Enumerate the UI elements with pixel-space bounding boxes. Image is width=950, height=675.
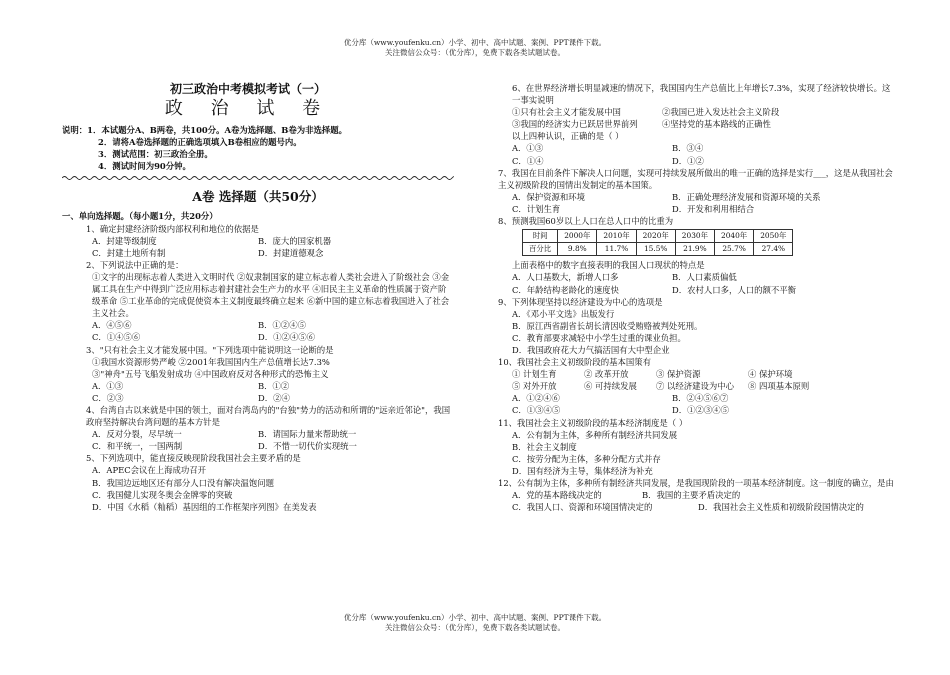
q11-option-c[interactable]: C．按劳分配为主体，多种分配方式并存 [512,453,661,464]
question-8: 8、预测我国60岁以上人口在总人口中的比重为 [498,216,674,227]
q10-policy: ① 计划生育 [512,369,557,380]
q6-statements-1 [498,106,898,118]
footer-line-1: 优分库（www.youfenku.cn）小学、初中、高中试题、案例、PPT课件下载。 [343,613,607,622]
q6-option-b[interactable]: B．③④ [672,143,704,154]
q2-option-a[interactable]: A．④⑤⑥ [92,320,132,331]
q7-option-a[interactable]: A．保护资源和环境 [512,191,586,202]
header-line-1: 优分库（www.youfenku.cn）小学、初中、高中试题、案例、PPT课件下载。 [343,38,607,47]
population-table [522,229,793,256]
q6-options-row-2 [498,155,898,167]
q5-option-d[interactable]: D．中国《水稻（籼稻）基因组的工作框架序列图》在美发表 [92,501,317,512]
note-4: 4．测试时间为90分钟。 [98,161,191,172]
q1-option-b[interactable]: B．庞大的国家机器 [258,235,332,246]
table-cell: 百分比 [523,243,558,256]
q10-option-b[interactable]: B．②④⑤⑥⑦ [672,393,729,404]
footer-line-2: 关注微信公众号：（优分库），免费下载各类试题试卷。 [385,623,565,632]
q6-statement-1: ①只有社会主义才能发展中国 [512,107,621,118]
table-cell: 2050年 [754,230,793,243]
note-2: 2．请将A卷选择题的正确选项填入B卷相应的题号内。 [98,137,302,148]
q3-option-d[interactable]: D．②④ [258,392,290,403]
q1-option-a[interactable]: A．封建等级制度 [92,235,157,246]
table-cell: 2000年 [558,230,597,243]
question-5: 5、下列选项中，能直接反映现阶段我国社会主要矛盾的是 [86,453,301,464]
q9-option-a[interactable]: A．《邓小平文选》出版发行 [512,308,615,319]
q5-option-a[interactable]: A．APEC会议在上海成功召开 [92,465,207,476]
q12-option-a[interactable]: A．党的基本路线决定的 [512,490,602,501]
q10-policy: ② 改革开放 [584,369,629,380]
q5-option-c[interactable]: C．我国健儿实现冬奥会金牌零的突破 [92,489,233,500]
q8-option-c[interactable]: C．年龄结构老龄化的速度快 [512,284,619,295]
q6-option-c[interactable]: C．①④ [512,155,544,166]
q5-option-b[interactable]: B．我国边远地区还有部分人口没有解决温饱问题 [92,477,275,488]
q3-option-c[interactable]: C．②③ [92,392,124,403]
question-11: 11、我国社会主义初级阶段的基本经济制度是（ ） [498,417,688,428]
table-row [523,230,793,243]
exam-subtitle: 政 治 试 卷 [164,98,332,119]
question-9: 9、下列体现坚持以经济建设为中心的选项是 [498,296,663,307]
q3-option-a[interactable]: A．①③ [92,380,124,391]
q12-options-row-2 [498,501,898,513]
table-cell: 25.7% [715,243,754,256]
q7-options-row-1 [498,191,898,203]
q9-option-c[interactable]: C．教育部要求减轻中小学生过重的课业负担。 [512,332,686,343]
question-7: 7、我国在目前条件下解决人口问题，实现可持续发展所做出的唯一正确的选择是实行___，这是从我国社会主义初级阶段的国情出发制定的基本国策。 [498,167,893,190]
q6-statements-2 [498,118,898,130]
q6-statement-3: ③我国的经济实力已跃居世界前列 [512,119,638,130]
q3-statements-1: ①我国水资源形势严峻 ②2001年我国国内生产总值增长达7.3% [92,356,330,367]
q9-option-d[interactable]: D．我国政府花大力气搞活国有大中型企业 [512,344,670,355]
header-line-2: 关注微信公众号：（优分库），免费下载各类试题试卷。 [385,48,565,57]
question-10: 10、我国社会主义初级阶段的基本国策有 [498,357,652,368]
instructions [62,124,454,172]
q10-policy: ③ 保护资源 [656,369,701,380]
right-column [498,82,898,513]
q3-options-row-2 [62,392,454,404]
q2-options-row-2 [62,331,454,343]
table-cell: 时间 [523,230,558,243]
q12-option-d[interactable]: D．我国社会主义性质和初级阶段国情决定的 [698,502,864,513]
table-cell: 2010年 [597,230,636,243]
q6-option-a[interactable]: A．①③ [512,143,544,154]
page-footer [0,613,950,633]
q1-option-c[interactable]: C．封建土地所有制 [92,247,166,258]
table-cell: 9.8% [558,243,597,256]
q8-options-row-2 [498,284,898,296]
question-6: 6、在世界经济增长明显减速的情况下，我国国内生产总值比上年增长7.3%，实现了经济较快增长。这一事实说明 [512,83,891,106]
section-a-heading: A卷 选择题（共50分） [192,189,324,205]
table-cell: 27.4% [754,243,793,256]
q7-options-row-2 [498,203,898,215]
q3-option-b[interactable]: B．①② [258,380,290,391]
question-2: 2、下列说法中正确的是： [86,259,184,270]
q12-option-b[interactable]: B．我国的主要矛盾决定的 [642,490,741,501]
q4-options-row-1 [62,428,454,440]
table-cell: 11.7% [597,243,636,256]
q11-option-b[interactable]: B．社会主义制度 [512,441,577,452]
q10-option-c[interactable]: C．①③④⑤ [512,405,561,416]
q6-options-row-1 [498,142,898,154]
q6-option-d[interactable]: D．①② [672,155,704,166]
note-1: 说明：1．本试题分A、B两卷，共100分。A卷为选择题、B卷为非选择题。 [62,125,347,135]
q7-option-c[interactable]: C．计划生育 [512,203,561,214]
q2-statements: ①文字的出现标志着人类进入文明时代 ②奴隶制国家的建立标志着人类社会进入了阶级社会 ③金属工具在生产中得到广泛应用标志着封建社会生产力的水平 ④旧民主主义革命的性质属于资产阶级革命 ⑤工业革命的完成促使资本主义制度最终确立起来 ⑥新中国的建立标志着我国进入了社会主义社会。 [92,271,450,319]
q2-option-c[interactable]: C．①④⑤⑥ [92,332,141,343]
question-12: 12、公有制为主体，多种所有制经济共同发展，是我国现阶段的一项基本经济制度。这一制度的确立，是由 [498,478,894,488]
table-cell: 2040年 [715,230,754,243]
table-cell: 15.5% [636,243,675,256]
q12-options-row-1 [498,489,898,501]
q4-option-a[interactable]: A．反对分裂，尽早统一 [92,429,182,440]
left-column [62,82,454,513]
q6-statement-2: ②我国已进入发达社会主义阶段 [662,107,780,118]
q8-option-d[interactable]: D．农村人口多，人口的额不平衡 [672,284,796,295]
q10-options-row-1 [498,392,898,404]
table-cell: 2030年 [675,230,714,243]
q4-option-d[interactable]: D．不惜一切代价实现统一 [258,441,357,452]
page-header [0,38,950,58]
q4-options-row-2 [62,440,454,452]
wavy-divider [62,175,454,181]
q11-option-a[interactable]: A．公有制为主体，多种所有制经济共同发展 [512,429,678,440]
note-3: 3．测试范围：初三政治全册。 [98,149,213,160]
q4-option-b[interactable]: B．请国际力量来帮助统一 [258,429,357,440]
table-cell: 2020年 [636,230,675,243]
q10-policy: ⑥ 可持续发展 [584,381,637,392]
q1-options-row-1 [62,235,454,247]
q10-options-row-2 [498,404,898,416]
q2-options-row-1 [62,319,454,331]
q8-option-a[interactable]: A．人口基数大，新增人口多 [512,272,619,283]
q4-option-c[interactable]: C．和平统一，一国两制 [92,441,183,452]
q10-policy: ⑧ 四项基本原则 [748,381,810,392]
q8-options-row-1 [498,271,898,283]
question-4: 4、台湾自古以来就是中国的领土，面对台湾岛内的"台独"势力的活动和所谓的"远亲近邻论"，我国政府坚持解决台湾问题的基本方针是 [86,404,451,428]
part-1-heading: 一、单向选择题。（每小题1分，共20分） [62,211,218,222]
q1-option-d[interactable]: D．封建道德观念 [258,247,324,258]
q10-option-a[interactable]: A．①②④⑥ [512,393,560,404]
q11-option-d[interactable]: D．国有经济为主导，集体经济为补充 [512,465,653,476]
q10-policy: ⑤ 对外开放 [512,381,557,392]
q2-option-b[interactable]: B．①②④⑤ [258,320,307,331]
table-cell: 21.9% [675,243,714,256]
q6-prompt: 以上四种认识，正确的是（ ） [512,131,624,142]
q8-prompt: 上面表格中的数字直接表明的我国人口现状的特点是 [512,260,705,271]
q10-policy: ④ 保护环境 [748,369,793,380]
q1-options-row-2 [62,247,454,259]
q7-option-b[interactable]: B．正确处理经济发展和资源环境的关系 [672,191,821,202]
q10-policies-row-1 [498,368,898,380]
q10-policy: ⑦ 以经济建设为中心 [656,381,735,392]
q3-statements-2: ③"神舟"五号飞船发射成功 ④中国政府反对各种形式的恐怖主义 [92,368,329,379]
exam-title: 初三政治中考模拟考试（一） [169,82,326,96]
q6-statement-4: ④坚持党的基本路线的正确性 [662,119,771,130]
q10-policies-row-2 [498,380,898,392]
table-row [523,243,793,256]
q7-option-d[interactable]: D．开发和利用相结合 [672,203,755,214]
q2-option-d[interactable]: D．①②④⑤⑥ [258,332,315,343]
question-3: 3、"只有社会主义才能发展中国。"下列选项中能说明这一论断的是 [86,344,334,355]
question-1: 1、确定封建经济阶级内部权利和地位的依据是 [86,223,259,234]
q3-options-row-1 [62,380,454,392]
q9-option-b[interactable]: B．原江西省副省长胡长清因收受贿赂被判处死刑。 [512,320,703,331]
q12-option-c[interactable]: C．我国人口、资源和环境国情决定的 [512,502,653,513]
q8-option-b[interactable]: B．人口素质偏低 [672,272,737,283]
q10-option-d[interactable]: D．①②③④⑤ [672,405,729,416]
